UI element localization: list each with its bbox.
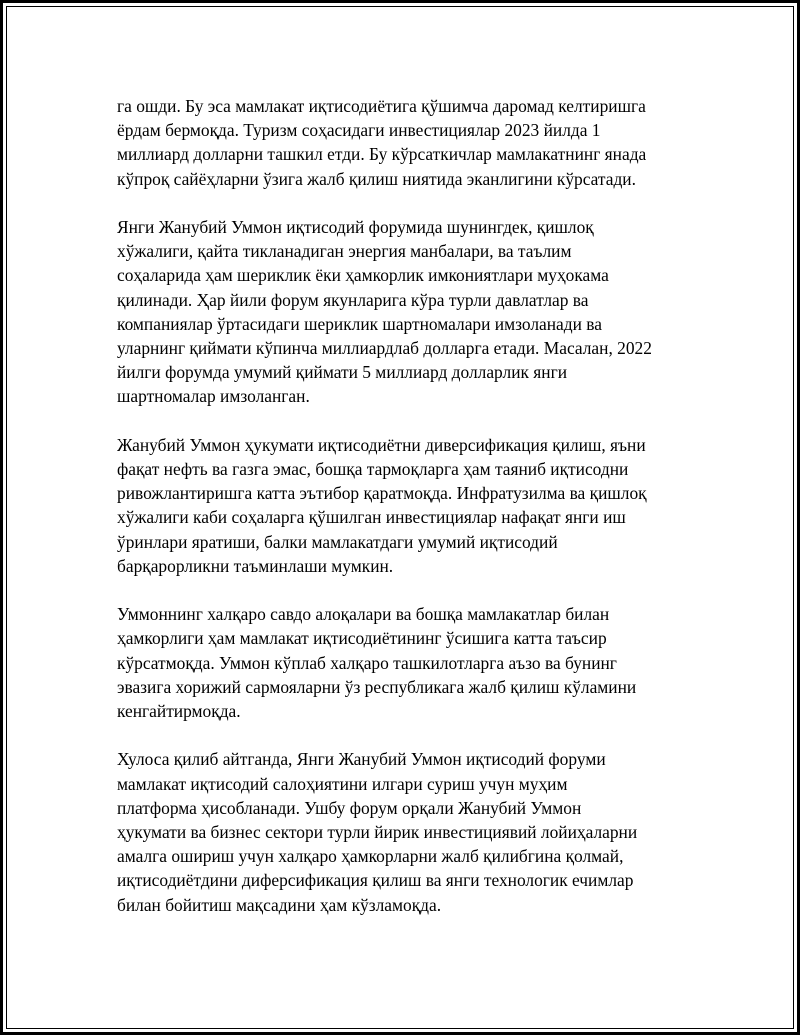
paragraph-conclusion: Хулоса қилиб айтганда, Янги Жанубий Уммон иқтисодий форуми мамлакат иқтисодий салоҳиятини илгари суриш учун муҳим платформа ҳисобланади. Ушбу форум орқали Жанубий Уммон ҳукумати ва бизнес сектори турли йирик инвестициявий лойиҳаларни амалга ошириш учун халқаро ҳамкорларни жалб қилибгина қолмай, иқтисодиётдини диферсификация қилиш ва янги технологик ечимлар билан бойитиш мақсадини ҳам кўзламоқда. <box>117 749 638 915</box>
paragraph-diversification: Жанубий Уммон ҳукумати иқтисодиётни диверсификация қилиш, яъни фақат нефть ва газга эмас, бошқа тармоқларга ҳам таяниб иқтисодни ривожлантиришга катта эътибор қаратмоқда. Инфратузилма ва қишлоқ хўжалиги каби соҳаларга қўшилган инвестициялар нафақат янги иш ўринлари яратиши, балки мамлакатдаги умумий иқтисодий барқарорликни таъминлаши мумкин. <box>117 434 647 576</box>
document-body <box>117 94 707 941</box>
paragraph-tourism-investment: га ошди. Бу эса мамлакат иқтисодиётига қўшимча даромад келтиришга ёрдам бермоқда. Туризм соҳасидаги инвестициялар 2023 йилда 1 миллиард долларни ташкил етди. Бу кўрсаткичлар мамлакатнинг янада кўпроқ сайёҳларни ўзига жалб қилиш ниятида эканлигини кўрсатади. <box>117 96 647 189</box>
paragraph-international-trade: Уммоннинг халқаро савдо алоқалари ва бошқа мамлакатлар билан ҳамкорлиги ҳам мамлакат иқтисодиётининг ўсишига катта таъсир кўрсатмоқда. Уммон кўплаб халқаро ташкилотларга аъзо ва бунинг эвазига хорижий сармояларни ўз республикага жалб қилиш кўламини кенгайтирмоқда. <box>117 604 637 722</box>
paragraph-forum-partnerships: Янги Жанубий Уммон иқтисодий форумида шунингдек, қишлоқ хўжалиги, қайта тикланадиган энергия манбалари, ва таълим соҳаларида ҳам шериклик ёки ҳамкорлик имкониятлари муҳокама қилинади. Ҳар йили форум якунларига кўра турли давлатлар ва компаниялар ўртасидаги шериклик шартномалари имзоланади ва уларнинг қиймати кўпинча миллиардлаб долларга етади. Масалан, 2022 йилги форумда умумий қиймати 5 миллиард долларлик янги шартномалар имзоланган. <box>117 217 652 407</box>
